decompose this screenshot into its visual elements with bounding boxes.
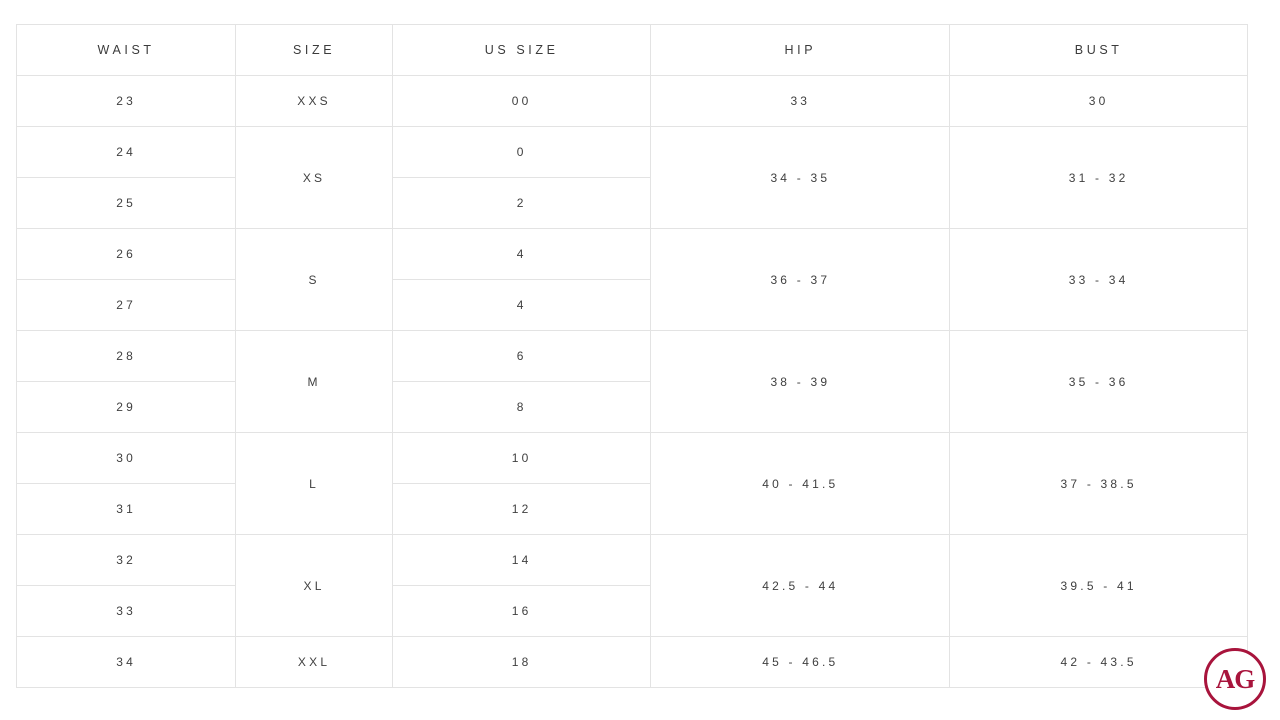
cell-waist: 23 <box>17 76 236 127</box>
cell-size: XXL <box>236 637 393 688</box>
cell-hip: 36 - 37 <box>651 229 950 331</box>
cell-us-size: 8 <box>392 382 650 433</box>
cell-us-size: 6 <box>392 331 650 382</box>
size-chart-container <box>16 24 1248 677</box>
cell-us-size: 4 <box>392 229 650 280</box>
cell-us-size: 0 <box>392 127 650 178</box>
cell-hip: 40 - 41.5 <box>651 433 950 535</box>
table-row <box>17 76 1248 127</box>
ag-logo-text: AG <box>1215 663 1255 694</box>
cell-size: M <box>236 331 393 433</box>
cell-bust: 35 - 36 <box>950 331 1248 433</box>
cell-waist: 28 <box>17 331 236 382</box>
cell-hip: 34 - 35 <box>651 127 950 229</box>
cell-size: XS <box>236 127 393 229</box>
cell-bust: 37 - 38.5 <box>950 433 1248 535</box>
cell-us-size: 12 <box>392 484 650 535</box>
column-header-size: SIZE <box>236 25 393 76</box>
cell-size: L <box>236 433 393 535</box>
table-header <box>17 25 1248 76</box>
table-row <box>17 127 1248 178</box>
cell-bust: 33 - 34 <box>950 229 1248 331</box>
cell-bust: 42 - 43.5 <box>950 637 1248 688</box>
cell-us-size: 4 <box>392 280 650 331</box>
cell-bust: 39.5 - 41 <box>950 535 1248 637</box>
cell-waist: 32 <box>17 535 236 586</box>
cell-waist: 31 <box>17 484 236 535</box>
column-header-us-size: US SIZE <box>392 25 650 76</box>
table-row <box>17 535 1248 586</box>
cell-hip: 33 <box>651 76 950 127</box>
cell-bust: 31 - 32 <box>950 127 1248 229</box>
table-row <box>17 229 1248 280</box>
ag-logo <box>1204 648 1266 710</box>
column-header-waist: WAIST <box>17 25 236 76</box>
cell-waist: 25 <box>17 178 236 229</box>
table-body <box>17 76 1248 688</box>
column-header-hip: HIP <box>651 25 950 76</box>
cell-us-size: 10 <box>392 433 650 484</box>
table-row <box>17 433 1248 484</box>
cell-waist: 30 <box>17 433 236 484</box>
cell-us-size: 18 <box>392 637 650 688</box>
cell-waist: 33 <box>17 586 236 637</box>
size-chart-table <box>16 24 1248 688</box>
cell-bust: 30 <box>950 76 1248 127</box>
cell-waist: 34 <box>17 637 236 688</box>
cell-hip: 42.5 - 44 <box>651 535 950 637</box>
column-header-bust: BUST <box>950 25 1248 76</box>
table-row <box>17 331 1248 382</box>
table-row <box>17 637 1248 688</box>
cell-waist: 26 <box>17 229 236 280</box>
cell-us-size: 16 <box>392 586 650 637</box>
cell-us-size: 2 <box>392 178 650 229</box>
cell-size: XXS <box>236 76 393 127</box>
cell-waist: 29 <box>17 382 236 433</box>
cell-size: XL <box>236 535 393 637</box>
cell-us-size: 00 <box>392 76 650 127</box>
cell-size: S <box>236 229 393 331</box>
cell-waist: 24 <box>17 127 236 178</box>
cell-us-size: 14 <box>392 535 650 586</box>
cell-hip: 45 - 46.5 <box>651 637 950 688</box>
header-row <box>17 25 1248 76</box>
cell-waist: 27 <box>17 280 236 331</box>
cell-hip: 38 - 39 <box>651 331 950 433</box>
